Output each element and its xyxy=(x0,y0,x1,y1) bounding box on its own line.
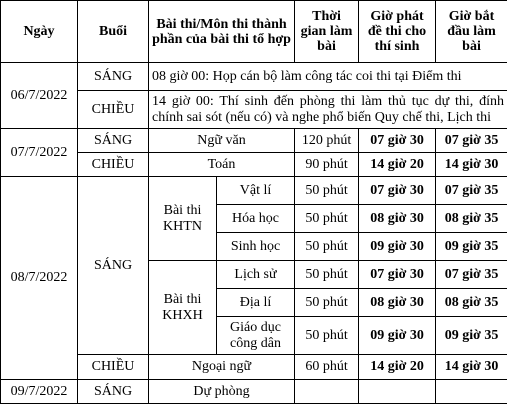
session-cell: CHIỀU xyxy=(78,153,149,177)
session-cell: SÁNG xyxy=(78,177,149,355)
date-cell: 07/7/2022 xyxy=(1,129,78,177)
table-row xyxy=(1,380,507,404)
handout-time-cell: 14 giờ 20 xyxy=(359,153,436,177)
note-cell: 08 giờ 00: Họp cán bộ làm công tác coi thi tại Điểm thi xyxy=(149,63,507,91)
header-row xyxy=(1,1,507,63)
header-ngay: Ngày xyxy=(1,1,78,63)
header-thoi-gian: Thời gian làm bài xyxy=(295,1,359,63)
start-time-cell: 09 giờ 35 xyxy=(436,233,507,261)
handout-time-cell: 07 giờ 30 xyxy=(359,129,436,153)
duration-cell: 50 phút xyxy=(295,233,359,261)
session-cell: SÁNG xyxy=(78,380,149,404)
table-row xyxy=(1,129,507,153)
group-khxh-cell: Bài thi KHXH xyxy=(149,261,217,355)
subject-cell: Vật lí xyxy=(217,177,295,205)
start-time-cell: 08 giờ 35 xyxy=(436,205,507,233)
header-bai-thi: Bài thi/Môn thi thành phần của bài thi tổ hợp xyxy=(149,1,295,63)
handout-time-cell xyxy=(359,380,436,404)
duration-cell: 50 phút xyxy=(295,317,359,355)
subject-cell: Sinh học xyxy=(217,233,295,261)
handout-time-cell: 07 giờ 30 xyxy=(359,177,436,205)
subject-cell: Giáo dục công dân xyxy=(217,317,295,355)
duration-cell: 60 phút xyxy=(295,355,359,380)
start-time-cell xyxy=(436,380,507,404)
duration-cell xyxy=(295,380,359,404)
subject-cell: Lịch sử xyxy=(217,261,295,289)
start-time-cell: 08 giờ 35 xyxy=(436,289,507,317)
note-cell: 14 giờ 00: Thí sinh đến phòng thi làm thủ tục dự thi, đính chính sai sót (nếu có) và nghe phổ biến Quy chế thi, Lịch thi xyxy=(149,91,507,129)
date-cell: 06/7/2022 xyxy=(1,63,78,129)
start-time-cell: 07 giờ 35 xyxy=(436,261,507,289)
subject-cell: Ngoại ngữ xyxy=(149,355,295,380)
handout-time-cell: 08 giờ 30 xyxy=(359,289,436,317)
session-cell: SÁNG xyxy=(78,63,149,91)
duration-cell: 50 phút xyxy=(295,205,359,233)
handout-time-cell: 08 giờ 30 xyxy=(359,205,436,233)
handout-time-cell: 14 giờ 20 xyxy=(359,355,436,380)
date-cell: 09/7/2022 xyxy=(1,380,78,404)
start-time-cell: 07 giờ 35 xyxy=(436,129,507,153)
table-row xyxy=(1,177,507,205)
start-time-cell: 07 giờ 35 xyxy=(436,177,507,205)
session-cell: CHIỀU xyxy=(78,355,149,380)
handout-time-cell: 09 giờ 30 xyxy=(359,317,436,355)
handout-time-cell: 09 giờ 30 xyxy=(359,233,436,261)
header-gio-bat-dau: Giờ bắt đầu làm bài xyxy=(436,1,507,63)
group-khtn-cell: Bài thi KHTN xyxy=(149,177,217,261)
duration-cell: 120 phút xyxy=(295,129,359,153)
header-buoi: Buổi xyxy=(78,1,149,63)
header-gio-phat-de: Giờ phát đề thi cho thí sinh xyxy=(359,1,436,63)
date-cell: 08/7/2022 xyxy=(1,177,78,380)
handout-time-cell: 07 giờ 30 xyxy=(359,261,436,289)
duration-cell: 50 phút xyxy=(295,289,359,317)
session-cell: CHIỀU xyxy=(78,91,149,129)
subject-cell: Hóa học xyxy=(217,205,295,233)
session-cell: SÁNG xyxy=(78,129,149,153)
start-time-cell: 14 giờ 30 xyxy=(436,153,507,177)
table-row xyxy=(1,63,507,91)
start-time-cell: 14 giờ 30 xyxy=(436,355,507,380)
subject-cell: Dự phòng xyxy=(149,380,295,404)
start-time-cell: 09 giờ 35 xyxy=(436,317,507,355)
subject-cell: Địa lí xyxy=(217,289,295,317)
duration-cell: 90 phút xyxy=(295,153,359,177)
duration-cell: 50 phút xyxy=(295,261,359,289)
duration-cell: 50 phút xyxy=(295,177,359,205)
subject-cell: Toán xyxy=(149,153,295,177)
subject-cell: Ngữ văn xyxy=(149,129,295,153)
